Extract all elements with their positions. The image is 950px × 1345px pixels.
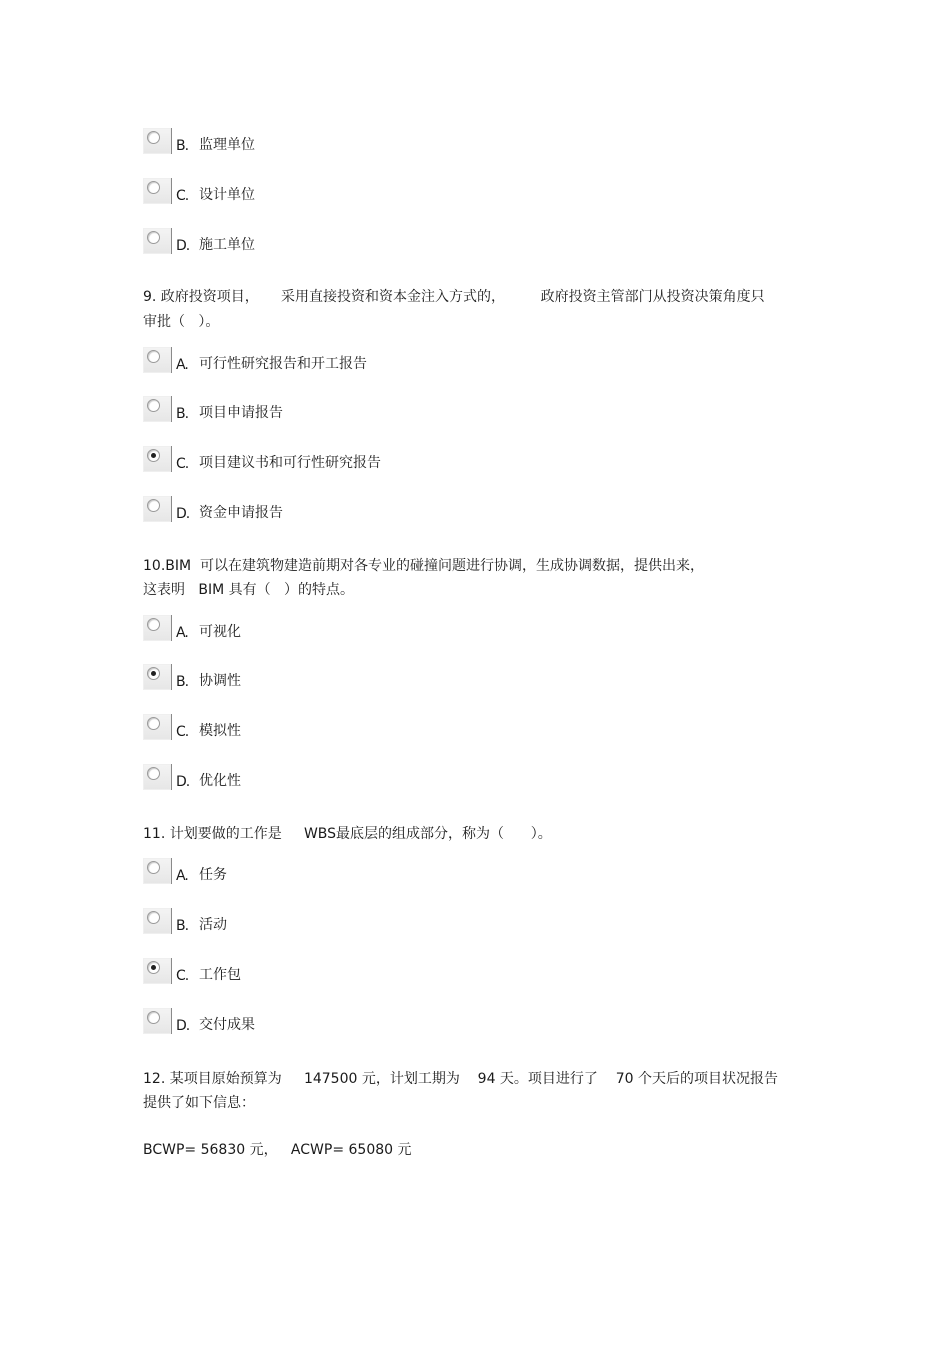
option-text: 协调性	[199, 673, 241, 689]
question-9-line1: 9. 政府投资项目， 采用直接投资和资本金注入方式的， 政府投资主管部门从投资决策角度只	[143, 289, 765, 305]
option-letter: C.	[176, 968, 189, 984]
option-10-c[interactable]	[143, 714, 643, 742]
option-8-c[interactable]	[143, 178, 643, 206]
option-letter: B.	[176, 406, 189, 422]
option-9-c[interactable]	[143, 446, 643, 474]
radio-selected-icon	[147, 449, 160, 462]
option-9-d[interactable]	[143, 496, 643, 524]
radio-button[interactable]	[143, 228, 172, 254]
option-letter: A.	[176, 625, 188, 641]
radio-dot-icon	[151, 965, 156, 970]
option-11-b[interactable]	[143, 908, 643, 936]
option-10-a[interactable]	[143, 615, 643, 643]
radio-circle-icon	[147, 1011, 160, 1024]
radio-button[interactable]	[143, 347, 172, 373]
radio-dot-icon	[151, 671, 156, 676]
option-text: 可视化	[199, 624, 241, 640]
option-text: 项目建议书和可行性研究报告	[199, 455, 381, 471]
option-10-b[interactable]	[143, 664, 643, 692]
option-letter: B.	[176, 674, 189, 690]
option-8-d[interactable]	[143, 228, 643, 256]
radio-button[interactable]	[143, 446, 172, 472]
option-10-d[interactable]	[143, 764, 643, 792]
option-letter: A.	[176, 868, 188, 884]
radio-circle-icon	[147, 350, 160, 363]
option-text: 活动	[199, 917, 227, 933]
option-11-c[interactable]	[143, 958, 643, 986]
question-12-line1: 12. 某项目原始预算为 147500 元，计划工期为 94 天。项目进行了 70 个天后的项目状况报告	[143, 1071, 778, 1087]
radio-button[interactable]	[143, 396, 172, 422]
option-8-b[interactable]	[143, 128, 643, 156]
radio-selected-icon	[147, 961, 160, 974]
radio-button[interactable]	[143, 764, 172, 790]
radio-circle-icon	[147, 181, 160, 194]
radio-dot-icon	[151, 453, 156, 458]
option-text: 项目申请报告	[199, 405, 283, 421]
option-9-b[interactable]	[143, 396, 643, 424]
option-letter: C.	[176, 188, 189, 204]
radio-circle-icon	[147, 717, 160, 730]
option-text: 任务	[199, 867, 227, 883]
option-letter: D.	[176, 238, 190, 254]
option-text: 模拟性	[199, 723, 241, 739]
option-11-d[interactable]	[143, 1008, 643, 1036]
option-text: 工作包	[199, 967, 241, 983]
question-11-line1: 11. 计划要做的工作是 WBS最底层的组成部分，称为（ ）。	[143, 826, 552, 842]
option-letter: B.	[176, 138, 189, 154]
radio-button[interactable]	[143, 908, 172, 934]
radio-button[interactable]	[143, 664, 172, 690]
radio-circle-icon	[147, 231, 160, 244]
option-text: 优化性	[199, 773, 241, 789]
radio-button[interactable]	[143, 496, 172, 522]
option-letter: C.	[176, 724, 189, 740]
radio-selected-icon	[147, 667, 160, 680]
radio-button[interactable]	[143, 858, 172, 884]
radio-circle-icon	[147, 911, 160, 924]
option-text: 设计单位	[199, 187, 255, 203]
radio-button[interactable]	[143, 714, 172, 740]
option-9-a[interactable]	[143, 347, 643, 375]
question-9-line2: 审批（ ）。	[143, 314, 220, 330]
radio-circle-icon	[147, 861, 160, 874]
radio-button[interactable]	[143, 128, 172, 154]
radio-circle-icon	[147, 499, 160, 512]
option-11-a[interactable]	[143, 858, 643, 886]
radio-circle-icon	[147, 399, 160, 412]
option-letter: D.	[176, 1018, 190, 1034]
radio-button[interactable]	[143, 1008, 172, 1034]
option-letter: A.	[176, 357, 188, 373]
radio-button[interactable]	[143, 615, 172, 641]
radio-circle-icon	[147, 131, 160, 144]
radio-button[interactable]	[143, 178, 172, 204]
radio-button[interactable]	[143, 958, 172, 984]
option-text: 施工单位	[199, 237, 255, 253]
radio-circle-icon	[147, 618, 160, 631]
option-letter: D.	[176, 774, 190, 790]
question-12-line2: 提供了如下信息：	[143, 1095, 255, 1111]
question-10-line2: 这表明 BIM 具有（ ）的特点。	[143, 582, 354, 598]
radio-circle-icon	[147, 767, 160, 780]
option-letter: D.	[176, 506, 190, 522]
option-letter: B.	[176, 918, 189, 934]
option-text: 监理单位	[199, 137, 255, 153]
option-letter: C.	[176, 456, 189, 472]
question-12-line3: BCWP= 56830 元， ACWP= 65080 元	[143, 1142, 412, 1158]
option-text: 资金申请报告	[199, 505, 283, 521]
question-10-line1: 10.BIM 可以在建筑物建造前期对各专业的碰撞问题进行协调，生成协调数据，提供出来，	[143, 558, 704, 574]
option-text: 可行性研究报告和开工报告	[199, 356, 367, 372]
option-text: 交付成果	[199, 1017, 255, 1033]
